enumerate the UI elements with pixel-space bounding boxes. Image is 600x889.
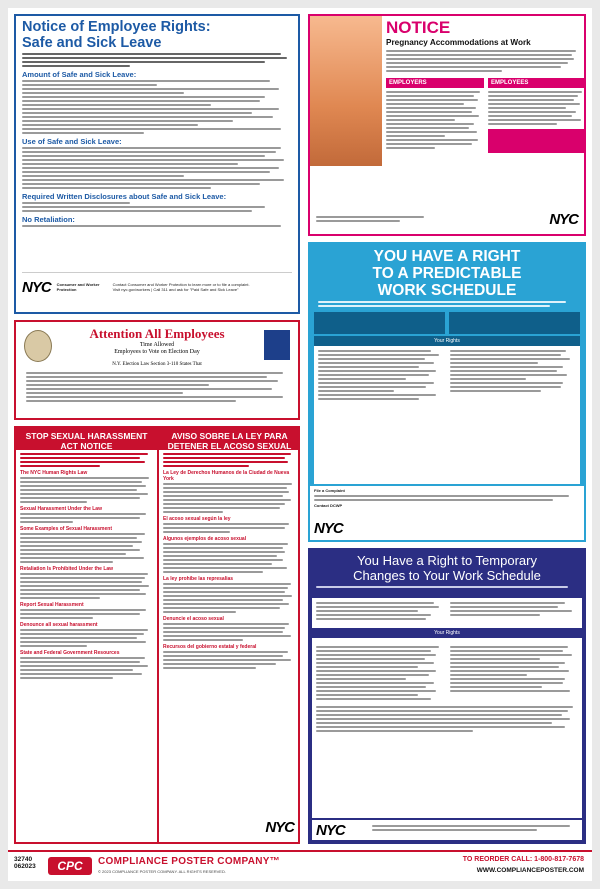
pregnancy-subtitle: Pregnancy Accommodations at Work <box>386 38 531 47</box>
sick-leave-title-line1: Notice of Employee Rights: <box>22 19 211 35</box>
pregnancy-employers-column <box>386 78 484 149</box>
poster-code-line1: 32740 <box>14 856 33 863</box>
temporary-your-rights-bar: Your Rights <box>312 628 582 638</box>
poster-code-line2: 062023 <box>14 863 36 870</box>
pregnancy-footer <box>316 208 578 230</box>
harassment-en-section: Report Sexual Harassment <box>20 602 84 608</box>
temporary-title-line2: Changes to Your Work Schedule <box>353 568 541 583</box>
harassment-es-title: AVISO SOBRE LA LEY PARA DETENER EL ACOSO SEXUAL <box>159 428 300 450</box>
sick-leave-section-use: Use of Safe and Sick Leave: <box>22 137 122 146</box>
nyc-logo: NYC <box>314 520 343 537</box>
sick-leave-section-amount: Amount of Safe and Sick Leave: <box>22 70 137 79</box>
sick-leave-title <box>16 16 298 53</box>
sick-leave-contact <box>113 282 292 292</box>
temporary-rights-box <box>312 598 582 818</box>
contact-heading: Contact DCWP <box>314 503 343 508</box>
pregnancy-intro <box>386 50 580 72</box>
poster-code <box>14 856 36 870</box>
your-rights-bar: Your Rights <box>314 336 580 346</box>
pregnancy-employees-column <box>488 78 586 153</box>
harassment-es-section: La ley prohíbe las represalias <box>163 576 234 582</box>
sick-leave-section-disclosures: Required Written Disclosures about Safe and Sick Leave: <box>22 192 227 201</box>
harassment-es-section: El acoso sexual según la ley <box>163 516 231 522</box>
employees-heading: EMPLOYEES <box>488 78 586 88</box>
temporary-footer <box>312 820 582 840</box>
election-law: N.Y. Election Law Section 3-110 States That <box>112 362 202 367</box>
predictable-title <box>310 244 584 301</box>
predictable-covered-boxes <box>314 312 580 334</box>
company-website[interactable]: WWW.COMPLIANCEPOSTER.COM <box>476 867 584 874</box>
cpc-logo: CPC <box>48 857 92 875</box>
temporary-title-line1: You Have a Right to Temporary <box>357 553 537 568</box>
predictable-title-line2: TO A PREDICTABLE <box>372 265 522 282</box>
pregnancy-accommodations-notice <box>308 14 586 236</box>
election-line1: Time Allowed <box>139 342 175 348</box>
agency-name: Consumer and Worker Protection <box>56 282 100 292</box>
harassment-en-section: Retaliation Is Prohibited Under the Law <box>20 566 114 572</box>
harassment-english-column <box>16 428 157 842</box>
harassment-es-section: La Ley de Derechos Humanos de la Ciudad de Nueva York <box>163 470 290 482</box>
poster-footer <box>8 850 592 881</box>
nyc-logo: NYC <box>316 822 345 839</box>
predictable-complaint-section <box>310 486 584 540</box>
harassment-en-section: The NYC Human Rights Law <box>20 470 88 476</box>
harassment-es-section: Recursos del gobierno estatal y federal <box>163 644 257 650</box>
file-complaint-heading: File a Complaint <box>314 488 345 493</box>
nyc-logo: NYC <box>549 210 578 228</box>
sexual-harassment-notice <box>14 426 300 844</box>
pregnancy-notice-title: NOTICE <box>386 18 451 37</box>
pregnant-worker-photo <box>310 16 382 166</box>
poster-sheet <box>8 8 592 881</box>
sick-leave-intro <box>16 53 298 67</box>
election-body <box>26 372 288 402</box>
harassment-en-section: Denounce all sexual harassment <box>20 622 98 628</box>
harassment-es-section: Algunos ejemplos de acoso sexual <box>163 536 247 542</box>
copyright: © 2023 COMPLIANCE POSTER COMPANY. ALL RIGHTS RESERVED. <box>98 869 226 874</box>
harassment-en-section: Some Examples of Sexual Harassment <box>20 526 112 532</box>
harassment-es-section: Denuncie el acoso sexual <box>163 616 224 622</box>
sick-leave-section-retaliation: No Retaliation: <box>22 215 75 224</box>
election-title: Attention All Employees <box>89 326 225 341</box>
election-day-notice <box>14 320 300 420</box>
nyc-logo: NYC <box>22 278 51 296</box>
sick-leave-agency-bar <box>22 272 292 298</box>
sick-leave-contact-text: Contact Consumer and Worker Protection to learn more or to file a complaint. <box>112 282 250 287</box>
harassment-en-title: STOP SEXUAL HARASSMENT ACT NOTICE <box>16 428 157 450</box>
reorder-phone: TO REORDER CALL: 1-800-817-7678 <box>462 856 584 863</box>
predictable-intro <box>310 301 584 307</box>
company-name: COMPLIANCE POSTER COMPANY™ <box>98 856 281 867</box>
sick-leave-title-line2: Safe and Sick Leave <box>22 35 162 51</box>
sick-leave-contact-web: Visit nyc.gov/workers | Call 311 and ask for "Paid Safe and Sick Leave" <box>112 287 239 292</box>
harassment-spanish-column <box>159 428 300 842</box>
predictable-schedule-notice <box>308 242 586 542</box>
pregnancy-highlight-box <box>488 129 586 153</box>
temporary-title <box>308 548 586 586</box>
predictable-title-line1: YOU HAVE A RIGHT <box>373 248 521 265</box>
nyc-logo: NYC <box>265 819 294 836</box>
election-line2: Employees to Vote on Election Day <box>114 349 200 355</box>
predictable-title-line3: WORK SCHEDULE <box>377 282 517 299</box>
harassment-en-section: Sexual Harassment Under the Law <box>20 506 102 512</box>
harassment-en-section: State and Federal Government Resources <box>20 650 120 656</box>
sick-leave-notice <box>14 14 300 314</box>
predictable-rights-box <box>314 336 580 484</box>
employers-heading: EMPLOYERS <box>386 78 484 88</box>
temporary-schedule-changes-notice <box>308 548 586 844</box>
